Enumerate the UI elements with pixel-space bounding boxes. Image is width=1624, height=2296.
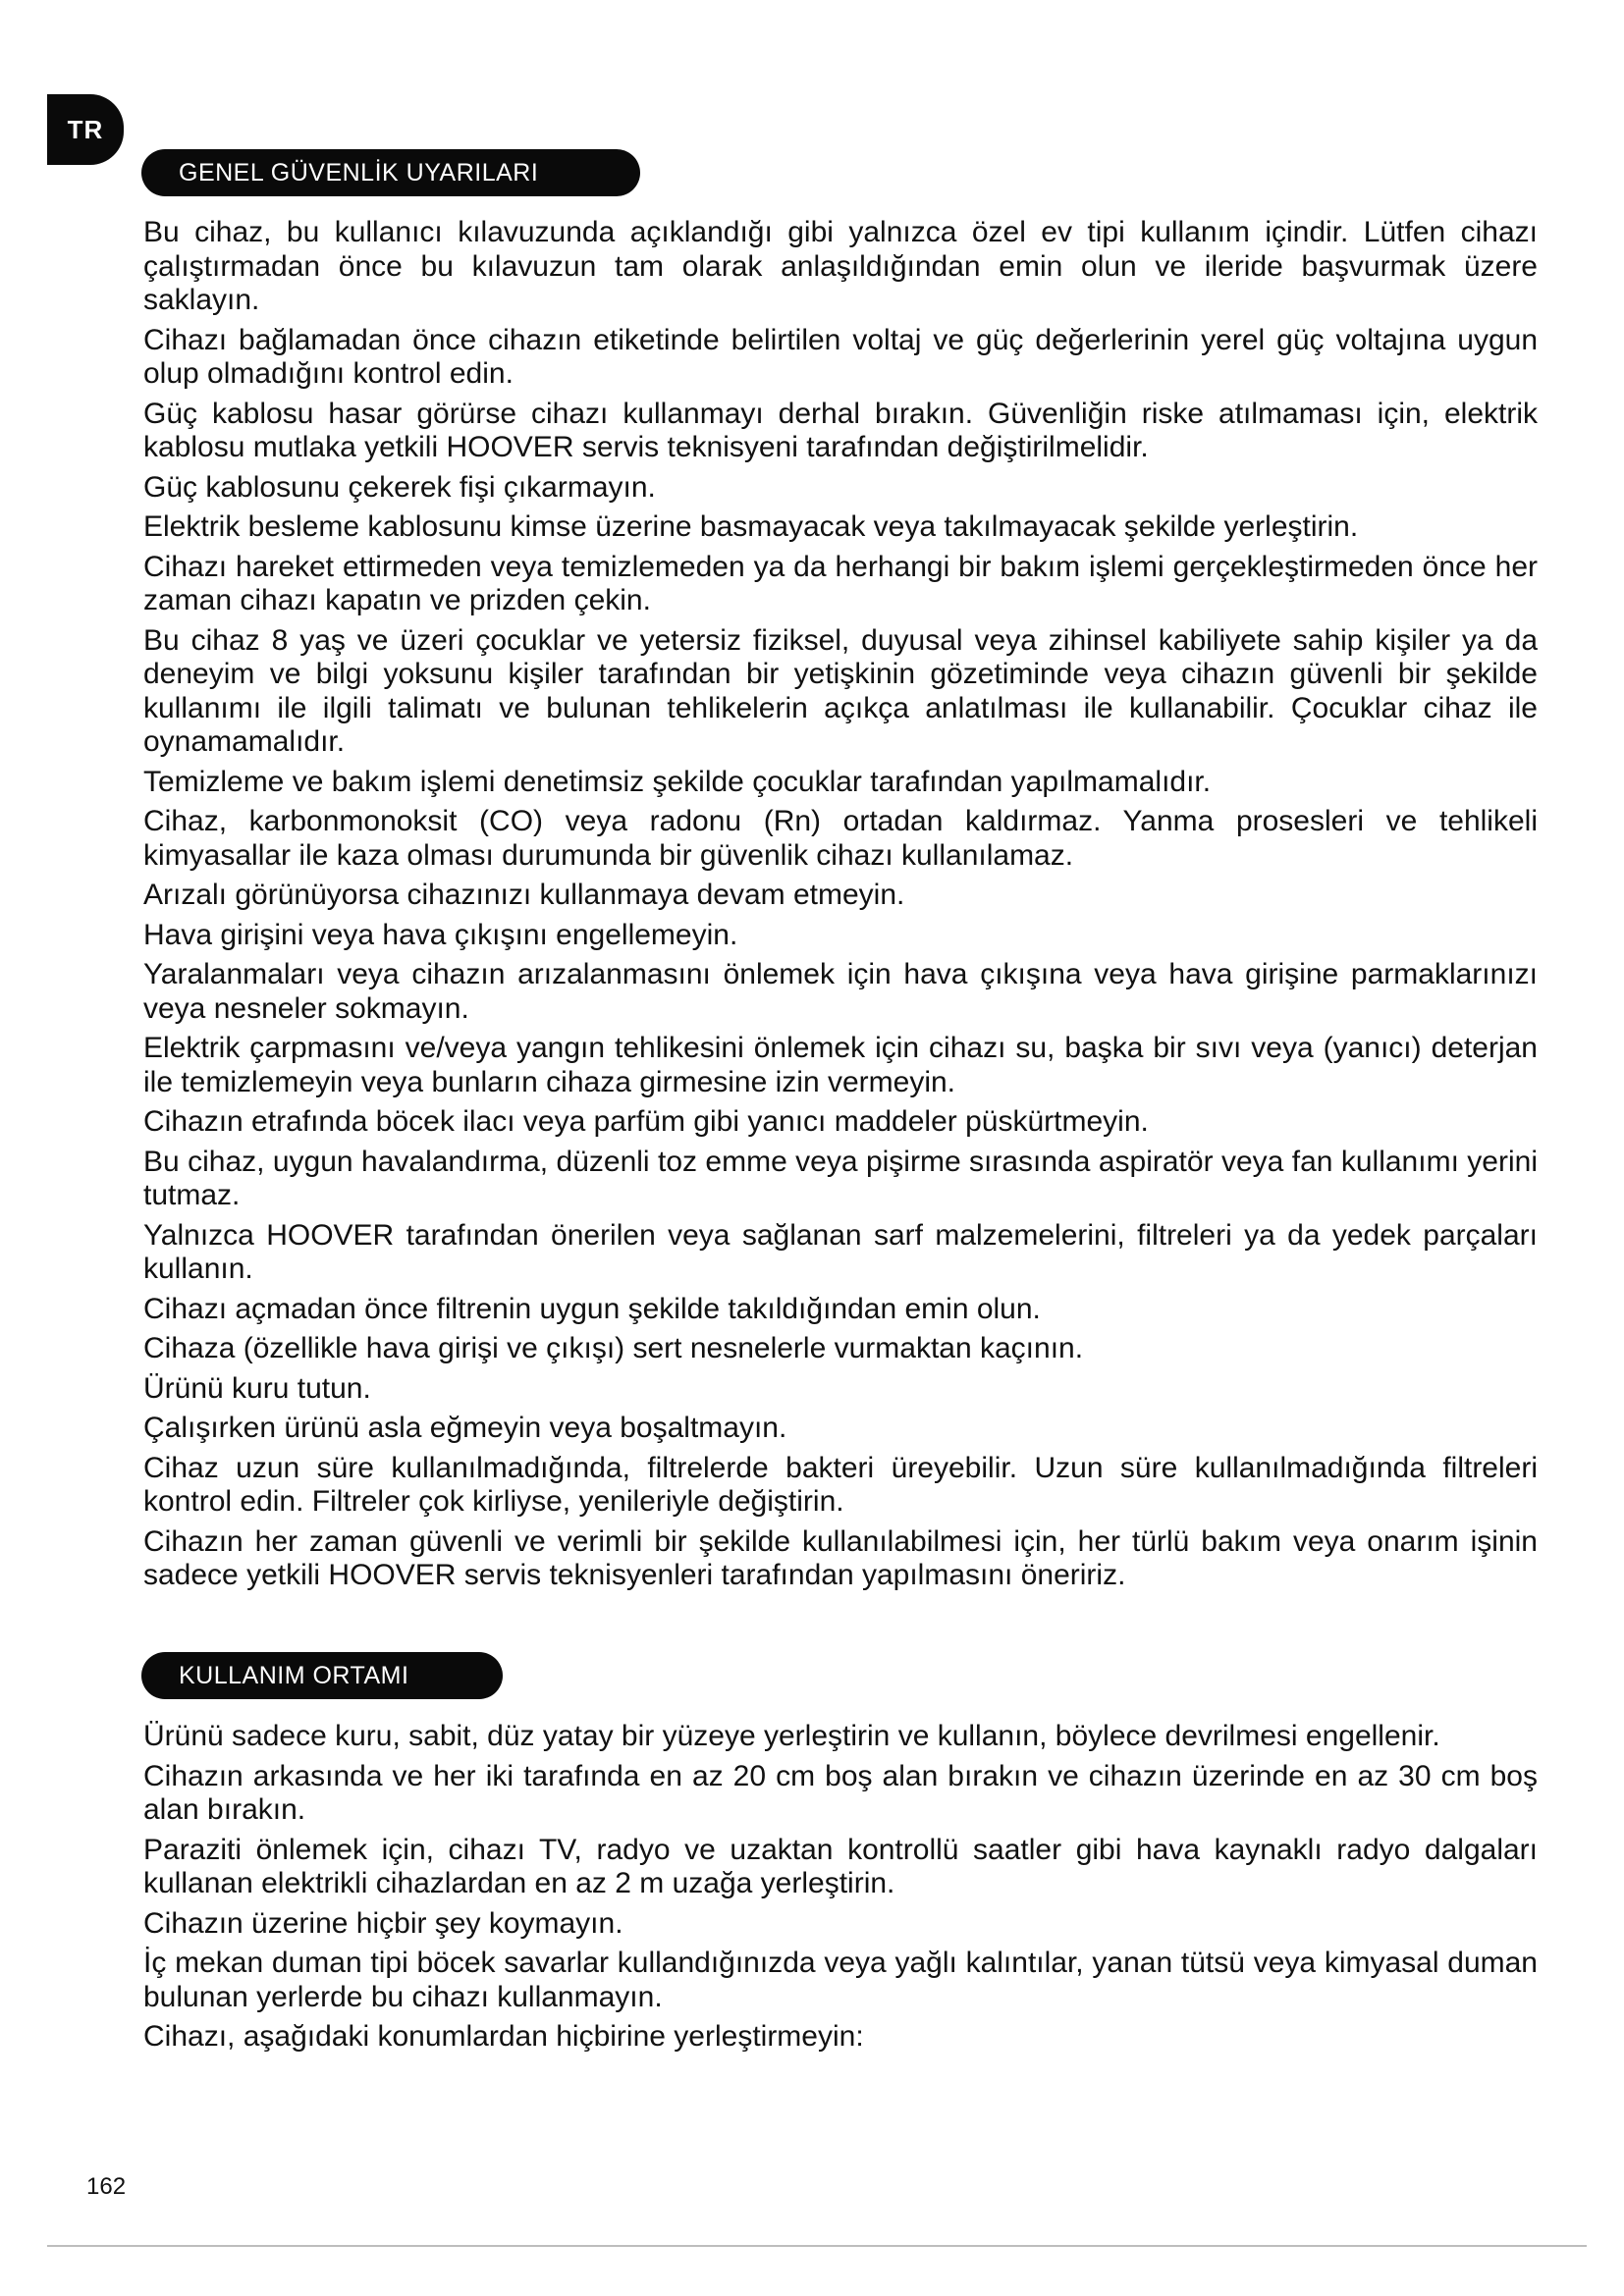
paragraph: Cihazın arkasında ve her iki tarafında en az 20 cm boş alan bırakın ve cihazın üzerinde en az 30 cm boş alan bırakın.	[143, 1759, 1538, 1826]
paragraph: Cihaz uzun süre kullanılmadığında, filtrelerde bakteri üreyebilir. Uzun süre kullanılmadığında filtreleri kontrol edin. Filtreler çok kirliyse, yenileriyle değiştirin.	[143, 1451, 1538, 1518]
paragraph: Bu cihaz, uygun havalandırma, düzenli toz emme veya pişirme sırasında aspiratör veya fan kullanımı yerini tutmaz.	[143, 1145, 1538, 1211]
page-number: 162	[86, 2173, 127, 2200]
language-tab: TR	[47, 94, 124, 165]
paragraph: Cihazı, aşağıdaki konumlardan hiçbirine yerleştirmeyin:	[143, 2020, 864, 2053]
paragraph: Cihazın etrafında böcek ilacı veya parfüm gibi yanıcı maddeler püskürtmeyin.	[143, 1105, 1149, 1138]
paragraph: Yalnızca HOOVER tarafından önerilen veya sağlanan sarf malzemelerini, filtreleri ya da yedek parçaları kullanın.	[143, 1218, 1538, 1285]
footer-divider	[47, 2245, 1587, 2247]
paragraph: Çalışırken ürünü asla eğmeyin veya boşaltmayın.	[143, 1412, 787, 1444]
paragraph: Güç kablosunu çekerek fişi çıkarmayın.	[143, 470, 656, 504]
paragraph: Cihazı bağlamadan önce cihazın etiketinde belirtilen voltaj ve güç değerlerinin yerel güç voltajına uygun olup olmadığını kontrol edin.	[143, 323, 1538, 390]
paragraph: Cihaz, karbonmonoksit (CO) veya radonu (Rn) ortadan kaldırmaz. Yanma prosesleri ve tehlikeli kimyasallar ile kaza olması durumunda bir güvenlik cihazı kullanılamaz.	[143, 805, 1538, 872]
section-header-usage-environment: KULLANIM ORTAMI	[141, 1652, 503, 1699]
paragraph: Yaralanmaları veya cihazın arızalanmasını önlemek için hava çıkışına veya hava girişine parmaklarınızı veya nesneler sokmayın.	[143, 958, 1538, 1025]
paragraph: Bu cihaz 8 yaş ve üzeri çocuklar ve yetersiz fiziksel, duyusal veya zihinsel kabiliyete sahip kişiler ya da deneyim ve bilgi yoksunu kişiler tarafından bir yetişkinin gözetiminde veya cihazın güvenli bir şekilde kullanımı ile ilgili talimatı ve bulunan tehlikelerin açıkça anlatılması ile kullanabilir. Çocuklar cihaz ile oynamamalıdır.	[143, 623, 1538, 758]
paragraph: Temizleme ve bakım işlemi denetimsiz şekilde çocuklar tarafından yapılmamalıdır.	[143, 765, 1212, 798]
paragraph: Arızalı görünüyorsa cihazınızı kullanmaya devam etmeyin.	[143, 879, 905, 911]
paragraph: Ürünü kuru tutun.	[143, 1371, 371, 1405]
paragraph: Cihazı açmadan önce filtrenin uygun şekilde takıldığından emin olun.	[143, 1292, 1041, 1325]
paragraph: Paraziti önlemek için, cihazı TV, radyo ve uzaktan kontrollü saatler gibi hava kaynaklı radyo dalgaları kullanan elektrikli cihazlardan en az 2 m uzağa yerleştirin.	[143, 1833, 1538, 1899]
paragraph: Güç kablosu hasar görürse cihazı kullanmayı derhal bırakın. Güvenliğin riske atılmaması için, elektrik kablosu mutlaka yetkili HOOVER servis teknisyeni tarafından değiştirilmelidir.	[143, 397, 1538, 463]
paragraph: Elektrik besleme kablosunu kimse üzerine basmayacak veya takılmayacak şekilde yerleştirin.	[143, 510, 1359, 543]
usage-environment-list	[143, 1720, 1538, 2060]
paragraph: Bu cihaz, bu kullanıcı kılavuzunda açıklandığı gibi yalnızca özel ev tipi kullanım içindir. Lütfen cihazı çalıştırmadan önce bu kılavuzun tam olarak anlaşıldığından emin olun ve ileride başvurmak üzere saklayın.	[143, 216, 1538, 316]
paragraph: Elektrik çarpmasını ve/veya yangın tehlikesini önlemek için cihazı su, başka bir sıvı veya (yanıcı) deterjan ile temizlemeyin veya bunların cihaza girmesine izin vermeyin.	[143, 1032, 1538, 1098]
paragraph: Hava girişini veya hava çıkışını engellemeyin.	[143, 918, 738, 951]
section-header-general-safety: GENEL GÜVENLİK UYARILARI	[141, 149, 640, 196]
general-safety-list	[143, 216, 1538, 1599]
paragraph: Cihazı hareket ettirmeden veya temizlemeden ya da herhangi bir bakım işlemi gerçekleştirmeden önce her zaman cihazı kapatın ve prizden çekin.	[143, 550, 1538, 616]
paragraph: Cihaza (özellikle hava girişi ve çıkışı) sert nesnelerle vurmaktan kaçının.	[143, 1332, 1084, 1364]
paragraph: İç mekan duman tipi böcek savarlar kullandığınızda veya yağlı kalıntılar, yanan tütsü veya kimyasal duman bulunan yerlerde bu cihazı kullanmayın.	[143, 1947, 1538, 2013]
paragraph: Cihazın üzerine hiçbir şey koymayın.	[143, 1906, 623, 1940]
paragraph: Cihazın her zaman güvenli ve verimli bir şekilde kullanılabilmesi için, her türlü bakım veya onarım işinin sadece yetkili HOOVER servis teknisyenleri tarafından yapılmasını öneririz.	[143, 1524, 1538, 1591]
paragraph: Ürünü sadece kuru, sabit, düz yatay bir yüzeye yerleştirin ve kullanın, böylece devrilmesi engellenir.	[143, 1720, 1440, 1752]
